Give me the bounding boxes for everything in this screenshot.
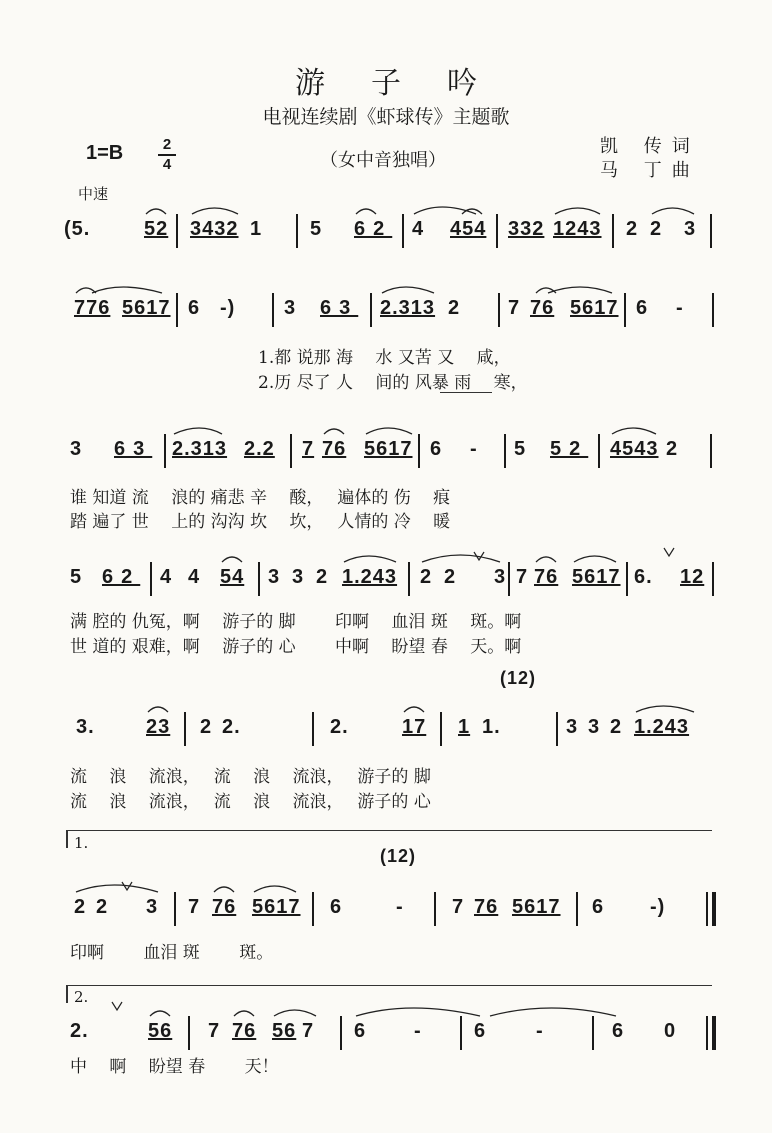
note: 2 <box>96 896 109 918</box>
repeat-marker: (12) <box>380 846 417 866</box>
note: 5617 <box>252 896 301 918</box>
note: 76 <box>322 438 347 460</box>
note: 2 <box>444 566 457 588</box>
note: 5 <box>514 438 527 460</box>
note: 63 <box>114 438 153 460</box>
note: 6 <box>430 438 443 460</box>
note: 1.243 <box>342 566 398 588</box>
note: 3 <box>588 716 601 738</box>
note: 6 <box>474 1020 487 1042</box>
slur-marks <box>0 996 772 1022</box>
note: 7 <box>302 438 315 460</box>
note: 4543 <box>610 438 659 460</box>
time-signature <box>158 137 176 173</box>
note: 332 <box>508 218 545 240</box>
note: 5 <box>310 218 323 240</box>
note: 5617 <box>572 566 621 588</box>
note: 2. <box>222 716 241 738</box>
note: 62 <box>354 218 393 240</box>
note: 454 <box>450 218 487 240</box>
score-row-5 <box>0 716 772 756</box>
lyric-line-1: 流 浪 流浪， 流 浪 流浪， 游子的 脚 <box>70 767 431 787</box>
score-row-3 <box>0 438 772 478</box>
note: 3 <box>146 896 159 918</box>
note: 5617 <box>364 438 413 460</box>
tempo-marking: 中速 <box>78 185 109 203</box>
repeat-marker: (12) <box>500 668 537 688</box>
note: 2 <box>666 438 679 460</box>
note: 6 <box>592 896 605 918</box>
note: 3 <box>284 297 297 319</box>
note: 2 <box>200 716 213 738</box>
note: 63 <box>320 297 359 319</box>
meter-bottom: 4 <box>162 156 172 173</box>
ending-bracket <box>66 830 68 848</box>
score-row-6 <box>0 896 772 936</box>
note: 7 <box>188 896 201 918</box>
note: 23 <box>146 716 171 738</box>
ending-number: 1. <box>74 834 89 852</box>
slur-marks <box>0 698 772 718</box>
note: 52 <box>144 218 169 240</box>
note: 76 <box>534 566 559 588</box>
note: 2 <box>626 218 639 240</box>
note: 76 <box>530 297 555 319</box>
note: - <box>536 1020 544 1042</box>
ending-bracket-line <box>66 830 712 831</box>
lyric-line-1: 1.都 说那 海 水 又苦 又 咸， <box>258 348 511 368</box>
note: 52 <box>550 438 589 460</box>
note: 5617 <box>570 297 619 319</box>
note: - <box>396 896 404 918</box>
note: 6 <box>330 896 343 918</box>
note: 7 <box>452 896 465 918</box>
note: 6 <box>612 1020 625 1042</box>
note: 4 <box>160 566 173 588</box>
lyricist-credit: 凯 传词 <box>600 136 700 157</box>
note: 54 <box>220 566 245 588</box>
note: 3 <box>684 218 697 240</box>
note: 4 <box>188 566 201 588</box>
lyric-line-2: 2.历 尽了 人 间的 风暴 雨 寒， <box>258 373 528 393</box>
note: (5. <box>64 218 91 240</box>
note: 2.313 <box>172 438 228 460</box>
note: 3 <box>292 566 305 588</box>
note: - <box>676 297 684 319</box>
note: 2 <box>650 218 663 240</box>
key-signature: 1=B <box>86 142 124 164</box>
lyric-line-1: 中 啊 盼望 春 天！ <box>70 1057 279 1077</box>
note: 6 <box>188 297 201 319</box>
composer-credit: 马 丁曲 <box>600 160 700 181</box>
note: 3 <box>268 566 281 588</box>
note: 17 <box>402 716 427 738</box>
note: 1. <box>482 716 501 738</box>
note: 2.313 <box>380 297 436 319</box>
note: - <box>470 438 478 460</box>
note: 1 <box>250 218 263 240</box>
singer-note: （女中音独唱） <box>320 150 446 171</box>
note: 2 <box>74 896 87 918</box>
song-title: 游子吟 <box>295 66 523 101</box>
slur-marks <box>0 279 772 299</box>
slur-marks <box>0 874 772 898</box>
note: 1 <box>458 716 471 738</box>
lyric-line-1: 谁 知道 流 浪的 痛悲 辛 酸， 遍体的 伤 痕 <box>70 488 451 508</box>
note: 7 <box>508 297 521 319</box>
note: 2 <box>448 297 461 319</box>
meter-top: 2 <box>162 136 172 153</box>
note: 5 <box>70 566 83 588</box>
note: 0 <box>664 1020 677 1042</box>
lyric-underline <box>440 392 492 393</box>
note: 2 <box>420 566 433 588</box>
note: 6. <box>634 566 653 588</box>
note: 776 <box>74 297 111 319</box>
note: 56 <box>148 1020 173 1042</box>
lyric-line-2: 流 浪 流浪， 流 浪 流浪， 游子的 心 <box>70 792 431 812</box>
score-row-1 <box>0 218 772 258</box>
note: 76 <box>474 896 499 918</box>
note: 76 <box>212 896 237 918</box>
note: 76 <box>232 1020 257 1042</box>
note: 2 <box>610 716 623 738</box>
ending-bracket-line <box>66 985 712 986</box>
note: -) <box>220 297 236 319</box>
note: - <box>414 1020 422 1042</box>
note: 2. <box>70 1020 89 1042</box>
lyric-line-2: 踏 遍了 世 上的 沟沟 坎 坎， 人情的 冷 暖 <box>70 512 451 532</box>
slur-marks <box>0 200 772 220</box>
lyric-line-1: 满 腔的 仇冤，啊 游子的 脚 印啊 血泪 斑 斑。啊 <box>70 612 522 632</box>
note: 7 <box>208 1020 221 1042</box>
note: 5617 <box>122 297 171 319</box>
note: 6 <box>636 297 649 319</box>
note: 3. <box>76 716 95 738</box>
note: 1.243 <box>634 716 690 738</box>
score-row-4 <box>0 566 772 606</box>
note: 3 <box>566 716 579 738</box>
note: 62 <box>102 566 141 588</box>
note: 56 <box>272 1020 297 1042</box>
note: 6 <box>354 1020 367 1042</box>
note: 7 <box>302 1020 315 1042</box>
lyric-line-2: 世 道的 艰难，啊 游子的 心 中啊 盼望 春 天。啊 <box>70 637 522 657</box>
slur-marks <box>0 544 772 568</box>
note: 5617 <box>512 896 561 918</box>
ending-number: 2. <box>74 988 89 1006</box>
note: 2. <box>330 716 349 738</box>
note: -) <box>650 896 666 918</box>
subtitle: 电视连续剧《虾球传》主题歌 <box>262 106 510 128</box>
note: 2 <box>316 566 329 588</box>
note: 3 <box>70 438 83 460</box>
score-row-2 <box>0 297 772 337</box>
lyric-line-1: 印啊 血泪 斑 斑。 <box>70 943 274 963</box>
note: 3432 <box>190 218 239 240</box>
note: 4 <box>412 218 425 240</box>
note: 2.2 <box>244 438 275 460</box>
note: 12 <box>680 566 705 588</box>
note: 7 <box>516 566 529 588</box>
note: 3 <box>494 566 507 588</box>
note: 1243 <box>553 218 602 240</box>
slur-marks <box>0 420 772 440</box>
